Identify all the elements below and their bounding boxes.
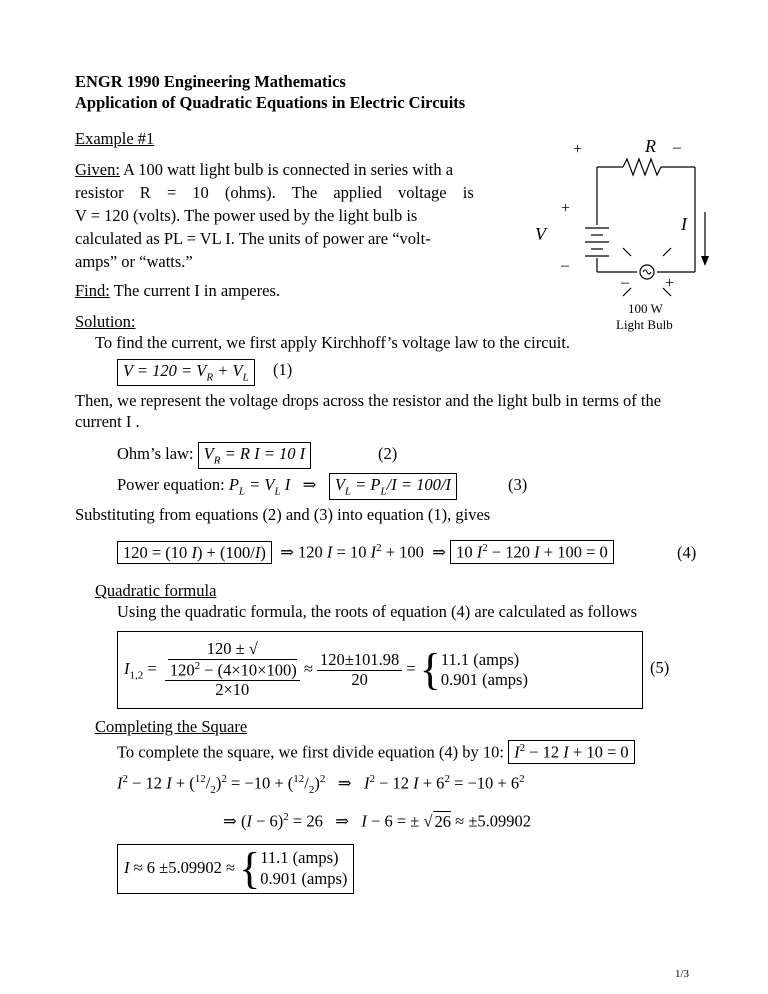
quadratic-root1: 11.1 (amps): [440, 649, 520, 669]
equation-3: Power equation: $P_L = V_L$ I ⇒ $V_L = P_L/I = 100/I$: [117, 473, 457, 500]
quadratic-heading: Quadratic formula: [95, 581, 217, 600]
given-line3: V = 120 (volts). The power used by the light bulb is: [75, 206, 418, 225]
equation-4: 120 = (10 I) + (100/I) ⇒ 120 I = 10 $I^2 + 100$ ⇒ 10 $I^2 - 120$ I + 100 = 0: [117, 540, 614, 564]
bulb-plus: +: [665, 275, 675, 292]
page-number: 1/3: [675, 968, 690, 980]
completing-root2: 0.901 (amps): [260, 869, 348, 888]
circuit-diagram: [505, 130, 725, 340]
battery-symbol: [585, 228, 609, 256]
completing-result-box: I ≈ 6 ±5.09902 ≈ { 11.1 (amps) 0.901 (amps): [117, 844, 354, 894]
resistor-label: R: [645, 136, 656, 156]
given-paragraph: [75, 158, 505, 273]
completing-step2: ⇒ $(I - 6)^2 = 26$ ⇒ I − 6 = ± √ 26 ≈ ±5.09902: [223, 811, 532, 831]
equation-2: Ohm’s law: $V_R = R$ I = 10 I: [117, 442, 311, 469]
doc-title-line2: Application of Quadratic Equations in Electric Circuits: [75, 93, 466, 112]
given-line2: resistor R = 10 (ohms). The applied voltage is: [75, 183, 474, 202]
bulb-label-line2: Light Bulb: [616, 317, 673, 332]
equation-5: $I_{1,2}$ = 120 ± √ $120^2 - (4\times 10\times 100)$ 2×10 ≈ $\frac{120\pm 101.98}{20}$ = { 11.1 (amps) 0.901 (amps): [124, 639, 528, 700]
completing-step1: $I^2 - 12$ $I + (^{12}/_2)^2 = -10 + (^{12}/_2)^2$ ⇒ $I^2 - 12$ $I + 6^2 = -10 + 6^2$: [117, 773, 525, 796]
given-line4: calculated as PL = VL I. The units of power are “volt-: [75, 229, 431, 248]
find-line: [75, 281, 280, 301]
quadratic-text: Using the quadratic formula, the roots of equation (4) are calculated as follows: [117, 602, 638, 621]
doc-title-line1: ENGR 1990 Engineering Mathematics: [75, 72, 346, 91]
bulb-minus: –: [621, 274, 629, 291]
equation-1: $V = 120 = V_R + V_L$: [117, 359, 255, 386]
example-label: Example #1: [75, 129, 155, 148]
completing-text-line: To complete the square, we first divide equation (4) by 10: $I^2 - 12$ I + 10 = 0: [117, 740, 635, 764]
completing-text: To complete the square, we first divide equation (4) by 10:: [117, 742, 504, 762]
equation-3-number: (3): [508, 475, 528, 494]
equation-5-box: [117, 631, 643, 709]
then-text-line1: Then, we represent the voltage drops across the resistor and the light bulb in terms of the: [75, 391, 662, 410]
equation-5-number: (5): [650, 658, 670, 677]
quadratic-root2: 0.901 (amps): [440, 670, 528, 690]
equation-2-number: (2): [378, 444, 398, 463]
equation-1-number: (1): [273, 360, 293, 379]
given-line5: amps” or “watts.”: [75, 252, 193, 271]
resistor-minus: –: [673, 139, 681, 156]
substitution-text: Substituting from equations (2) and (3) into equation (1), gives: [75, 505, 491, 524]
given-line1: A 100 watt light bulb is connected in series with a: [123, 160, 454, 179]
completing-heading: Completing the Square: [95, 717, 248, 736]
resistor-plus: +: [573, 141, 583, 158]
find-label: Find:: [75, 281, 110, 300]
solution-intro: To find the current, we first apply Kirchhoff’s voltage law to the circuit.: [95, 333, 571, 352]
solution-label: Solution:: [75, 312, 136, 331]
then-text-line2: current I .: [75, 412, 140, 431]
resistor-symbol: [623, 159, 661, 175]
find-text: The current I in amperes.: [113, 281, 280, 300]
ohm-label: Ohm’s law:: [117, 444, 194, 463]
given-label: Given:: [75, 160, 120, 179]
equation-4-number: (4): [677, 543, 697, 562]
battery-minus: –: [561, 257, 569, 274]
power-label: Power equation:: [117, 475, 225, 494]
bulb-label-line1: 100 W: [628, 301, 663, 316]
current-label: I: [681, 214, 687, 234]
completing-root1: 11.1 (amps): [260, 848, 339, 868]
battery-plus: +: [561, 200, 571, 217]
voltage-label: V: [535, 224, 546, 244]
